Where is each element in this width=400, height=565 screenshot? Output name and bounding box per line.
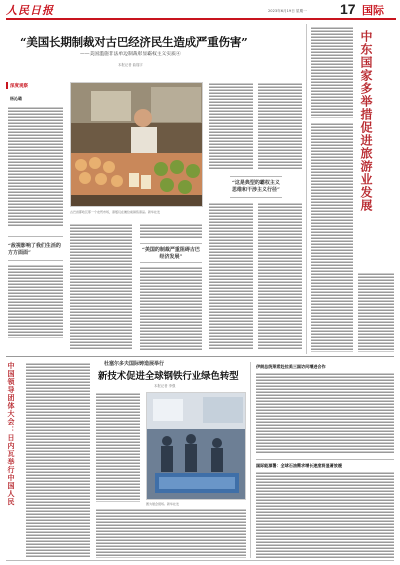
middle-text-a xyxy=(70,223,132,350)
col4-text-a xyxy=(258,82,302,170)
sidebar-text-block-2 xyxy=(8,264,63,338)
bottom-text-b xyxy=(96,508,246,558)
right-text-mid xyxy=(311,122,353,352)
pull-quote2-bottom-rule xyxy=(140,262,202,263)
right-text-right xyxy=(358,272,394,352)
sidebar-author: 杨沁璐 xyxy=(10,96,22,101)
expo-photo-image xyxy=(147,393,246,500)
col4-text-b xyxy=(258,202,302,350)
top-subheadline: ——美国滥施非法单边制裁彰显霸权主义实质④ xyxy=(80,52,181,57)
pull-quote2-top-rule xyxy=(140,243,202,244)
brief2-text xyxy=(256,471,394,558)
sidebar-pull-quote: “敌视影响了我们生活的方方面面” xyxy=(8,243,61,256)
bottom-right-divider xyxy=(250,362,251,558)
expo-photo-caption: 图为展会现场。新华社发 xyxy=(146,502,180,506)
deep-observation-badge xyxy=(6,82,36,89)
right-vertical-title: 中东国家多举措促进旅游业发展 xyxy=(359,30,373,212)
masthead xyxy=(0,0,400,20)
expo-photo xyxy=(146,392,246,500)
bottom-left-text xyxy=(26,362,90,558)
newspaper-logo: 人民日报 xyxy=(6,4,54,17)
col3-text-b xyxy=(209,202,253,350)
bottom-headline: 新技术促进全球钢铁行业绿色转型 xyxy=(98,371,239,382)
half-divider xyxy=(6,356,394,357)
badge-label: 深度观察 xyxy=(10,84,28,89)
section-name: 国际 xyxy=(362,4,384,17)
right-column-divider xyxy=(306,24,307,354)
brief-divider xyxy=(256,459,394,460)
middle-text-c xyxy=(140,266,202,350)
middle-text-b xyxy=(140,223,202,239)
bottom-byline: 本报记者 李强 xyxy=(154,384,176,388)
pull-quote3-bottom-rule xyxy=(230,197,282,198)
brief1-text xyxy=(256,372,394,454)
market-photo-caption: 古巴首都哈瓦那一个农贸市场，商贩们在摊位前销售商品。新华社发 xyxy=(70,210,161,214)
sidebar-quote-rule xyxy=(8,236,63,237)
bottom-left-vertical-title: 中国领导团体大会：日内瓦举行中国人民 xyxy=(7,362,16,506)
market-photo-image xyxy=(71,83,203,207)
market-photo xyxy=(70,82,203,207)
pull-quote-3: “这是典型的霸权主义思维和干涉主义行径” xyxy=(232,180,280,193)
bottom-text-a xyxy=(96,392,140,502)
sidebar-quote-rule-2 xyxy=(8,260,63,261)
masthead-rule xyxy=(6,18,396,20)
right-text-top xyxy=(311,26,353,118)
top-byline: 本报记者 曲翔宇 xyxy=(118,63,143,67)
brief2-title: 国际能源署：全球石油需求增长速度将显著放缓 xyxy=(256,463,342,468)
pull-quote3-top-rule xyxy=(230,176,282,177)
sidebar-text-block xyxy=(8,106,63,226)
pull-quote-2: “美国的制裁严重阻碍古巴经济发展” xyxy=(142,247,200,260)
col3-text-a xyxy=(209,82,253,170)
footer-rule xyxy=(6,560,394,561)
brief1-title: 伊朗总统莱希赴拉美三国访问增进合作 xyxy=(256,364,326,369)
page-number: 17 xyxy=(340,1,356,17)
date-line: 2023年6月19日 星期一 xyxy=(268,9,307,13)
bottom-kicker: 杜塞尔多夫国际铸造展举行 xyxy=(104,361,165,367)
top-headline: “美国长期制裁对古巴经济民生造成严重伤害” xyxy=(20,35,248,49)
